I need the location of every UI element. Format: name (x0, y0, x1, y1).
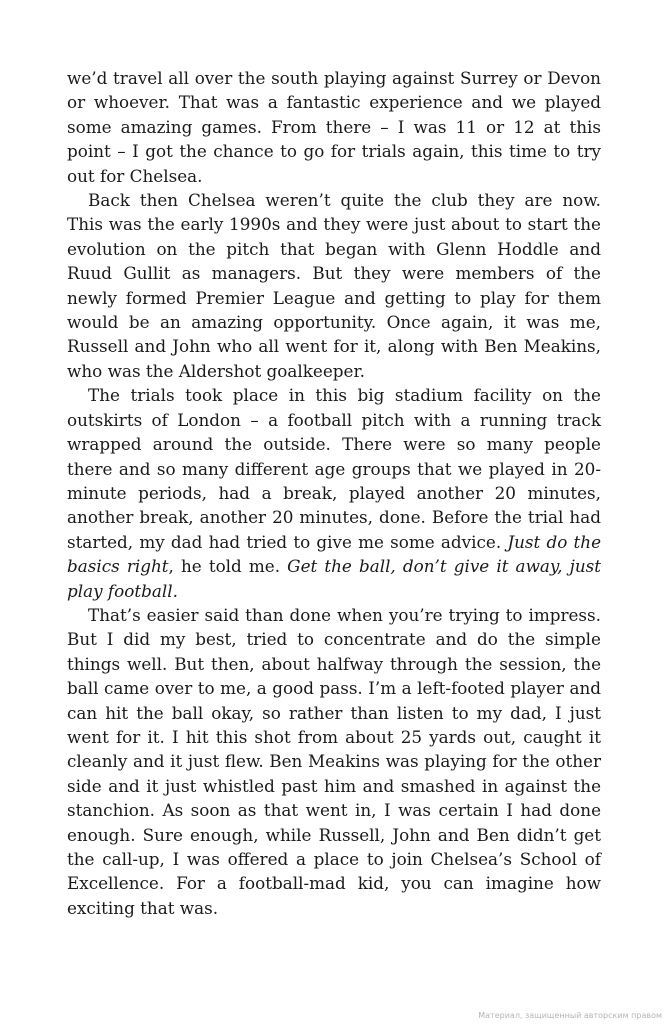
paragraph-3 (67, 383, 601, 603)
paragraph-4-text: That’s easier said than done when you’re trying to impress. But I did my best, tried to concentrate and do the simple things well. But then, about halfway through the session, the ball came over to me, a good pass. I’m a left-footed player and can hit the ball okay, so rather than listen to my dad, I just went for it. I hit this shot from about 25 yards out, caught it cleanly and it just flew. Ben Meakins was playing for the other side and it just whistled past him and smashed in against the stanchion. As soon as that went in, I was certain I had done enough. Sure enough, while Russell, John and Ben didn’t get the call-up, I was offered a place to join Chelsea’s School of Excellence. For a football-mad kid, you can imagine how exciting that was. (67, 604, 601, 918)
copyright-watermark: Материал, защищенный авторским правом (478, 1011, 662, 1020)
paragraph-1 (67, 66, 601, 188)
dad-advice-italic-2: Get the ball, don’t give it away, just play football. (67, 556, 601, 601)
paragraph-4 (67, 603, 601, 920)
paragraph-1-text: we’d travel all over the south playing against Surrey or Devon or whoever. That was a fantastic experience and we played some amazing games. From there – I was 11 or 12 at this point – I got the chance to go for trials again, this time to try out for Chelsea. (67, 68, 601, 186)
paragraph-2-text: Back then Chelsea weren’t quite the club they are now. This was the early 1990s and they were just about to start the evolution on the pitch that began with Glenn Hoddle and Ruud Gullit as managers. But they were members of the newly formed Premier League and getting to play for them would be an amazing opportunity. Once again, it was me, Russell and John who all went for it, along with Ben Meakins, who was the Aldershot goalkeeper. (67, 190, 601, 381)
paragraph-3-text-2: , he told me. (168, 556, 288, 577)
book-page-text (67, 66, 601, 920)
dad-advice-italic-1: Just do the basics right (67, 531, 602, 577)
paragraph-2 (67, 188, 601, 383)
paragraph-3-text: The trials took place in this big stadium facility on the outskirts of London – a football pitch with a running track wrapped around the outside. There were so many people there and so many different age groups that we played in 20-minute periods, had a break, played another 20 minutes, another break, another 20 minutes, done. Before the trial had started, my dad had tried to give me some advice. (67, 385, 601, 552)
